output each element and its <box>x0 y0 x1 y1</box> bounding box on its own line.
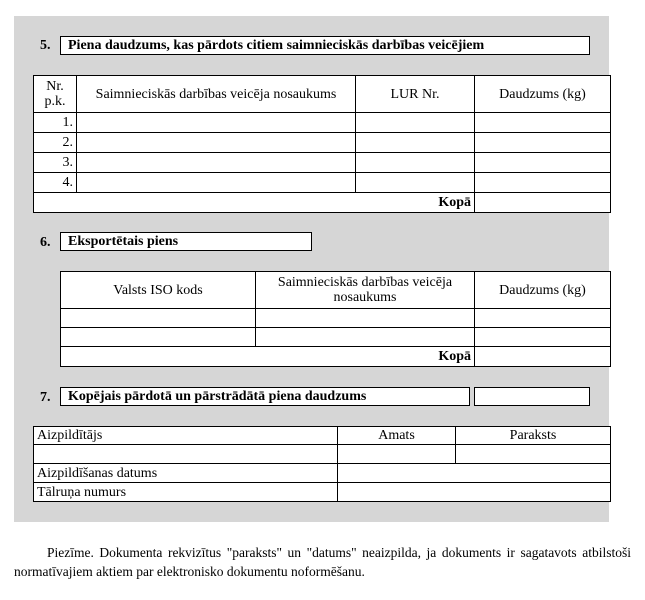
row-number: 1. <box>34 113 77 133</box>
row-number: 2. <box>34 133 77 153</box>
section7-title: Kopējais pārdotā un pārstrādātā piena daudzums <box>60 387 470 406</box>
lur-cell[interactable] <box>356 113 475 133</box>
quantity-cell[interactable] <box>475 153 611 173</box>
table-row <box>34 113 611 133</box>
total-row <box>34 193 611 213</box>
lur-cell[interactable] <box>356 173 475 193</box>
signoff-table <box>33 426 611 502</box>
signature-label: Paraksts <box>456 427 611 445</box>
operator-name-cell[interactable] <box>77 133 356 153</box>
section6-table <box>60 271 611 367</box>
lur-cell[interactable] <box>356 133 475 153</box>
section6-number: 6. <box>40 235 51 250</box>
phone-label: Tālruņa numurs <box>34 483 338 502</box>
total-label: Kopā <box>61 347 475 367</box>
quantity-cell[interactable] <box>475 309 611 328</box>
table-header-row <box>61 272 611 309</box>
header-operator-name: Saimnieciskās darbības veicēja nosaukums <box>256 272 475 309</box>
fill-date-label: Aizpildīšanas datums <box>34 464 338 483</box>
position-cell[interactable] <box>338 445 456 464</box>
signoff-input-row <box>34 445 611 464</box>
table-row <box>34 133 611 153</box>
iso-code-cell[interactable] <box>61 328 256 347</box>
header-quantity: Daudzums (kg) <box>475 272 611 309</box>
total-quantity-field[interactable] <box>474 387 590 406</box>
total-label: Kopā <box>34 193 475 213</box>
operator-name-cell[interactable] <box>77 113 356 133</box>
header-lur: LUR Nr. <box>356 76 475 113</box>
header-operator-name: Saimnieciskās darbības veicēja nosaukums <box>77 76 356 113</box>
header-iso-code: Valsts ISO kods <box>61 272 256 309</box>
total-quantity-cell[interactable] <box>475 347 611 367</box>
quantity-cell[interactable] <box>475 113 611 133</box>
section6-title: Eksportētais piens <box>60 232 312 251</box>
footnote: Piezīme. Dokumenta rekvizītus "paraksts" un "datums" neaizpilda, ja dokuments ir sagatavots atbilstoši normatīvajiem aktiem par elektronisko dokumentu noformēšanu. <box>14 545 631 579</box>
table-header-row <box>34 76 611 113</box>
phone-row <box>34 483 611 502</box>
signoff-header-row <box>34 427 611 445</box>
table-row <box>34 173 611 193</box>
operator-name-cell[interactable] <box>256 328 475 347</box>
quantity-cell[interactable] <box>475 173 611 193</box>
filler-name-cell[interactable] <box>34 445 338 464</box>
total-row <box>61 347 611 367</box>
table-row <box>61 309 611 328</box>
section5-number: 5. <box>40 38 51 53</box>
fill-date-row <box>34 464 611 483</box>
position-label: Amats <box>338 427 456 445</box>
row-number: 4. <box>34 173 77 193</box>
lur-cell[interactable] <box>356 153 475 173</box>
table-row <box>34 153 611 173</box>
signature-cell[interactable] <box>456 445 611 464</box>
operator-name-cell[interactable] <box>77 153 356 173</box>
table-row <box>61 328 611 347</box>
header-nr: Nr. p.k. <box>34 76 77 113</box>
section5-title: Piena daudzums, kas pārdots citiem saimnieciskās darbības veicējiem <box>60 36 590 55</box>
iso-code-cell[interactable] <box>61 309 256 328</box>
operator-name-cell[interactable] <box>77 173 356 193</box>
quantity-cell[interactable] <box>475 328 611 347</box>
operator-name-cell[interactable] <box>256 309 475 328</box>
section5-table <box>33 75 611 213</box>
phone-cell[interactable] <box>338 483 611 502</box>
filler-label: Aizpildītājs <box>34 427 338 445</box>
quantity-cell[interactable] <box>475 133 611 153</box>
header-quantity: Daudzums (kg) <box>475 76 611 113</box>
fill-date-cell[interactable] <box>338 464 611 483</box>
section7-number: 7. <box>40 390 51 405</box>
total-quantity-cell[interactable] <box>475 193 611 213</box>
row-number: 3. <box>34 153 77 173</box>
